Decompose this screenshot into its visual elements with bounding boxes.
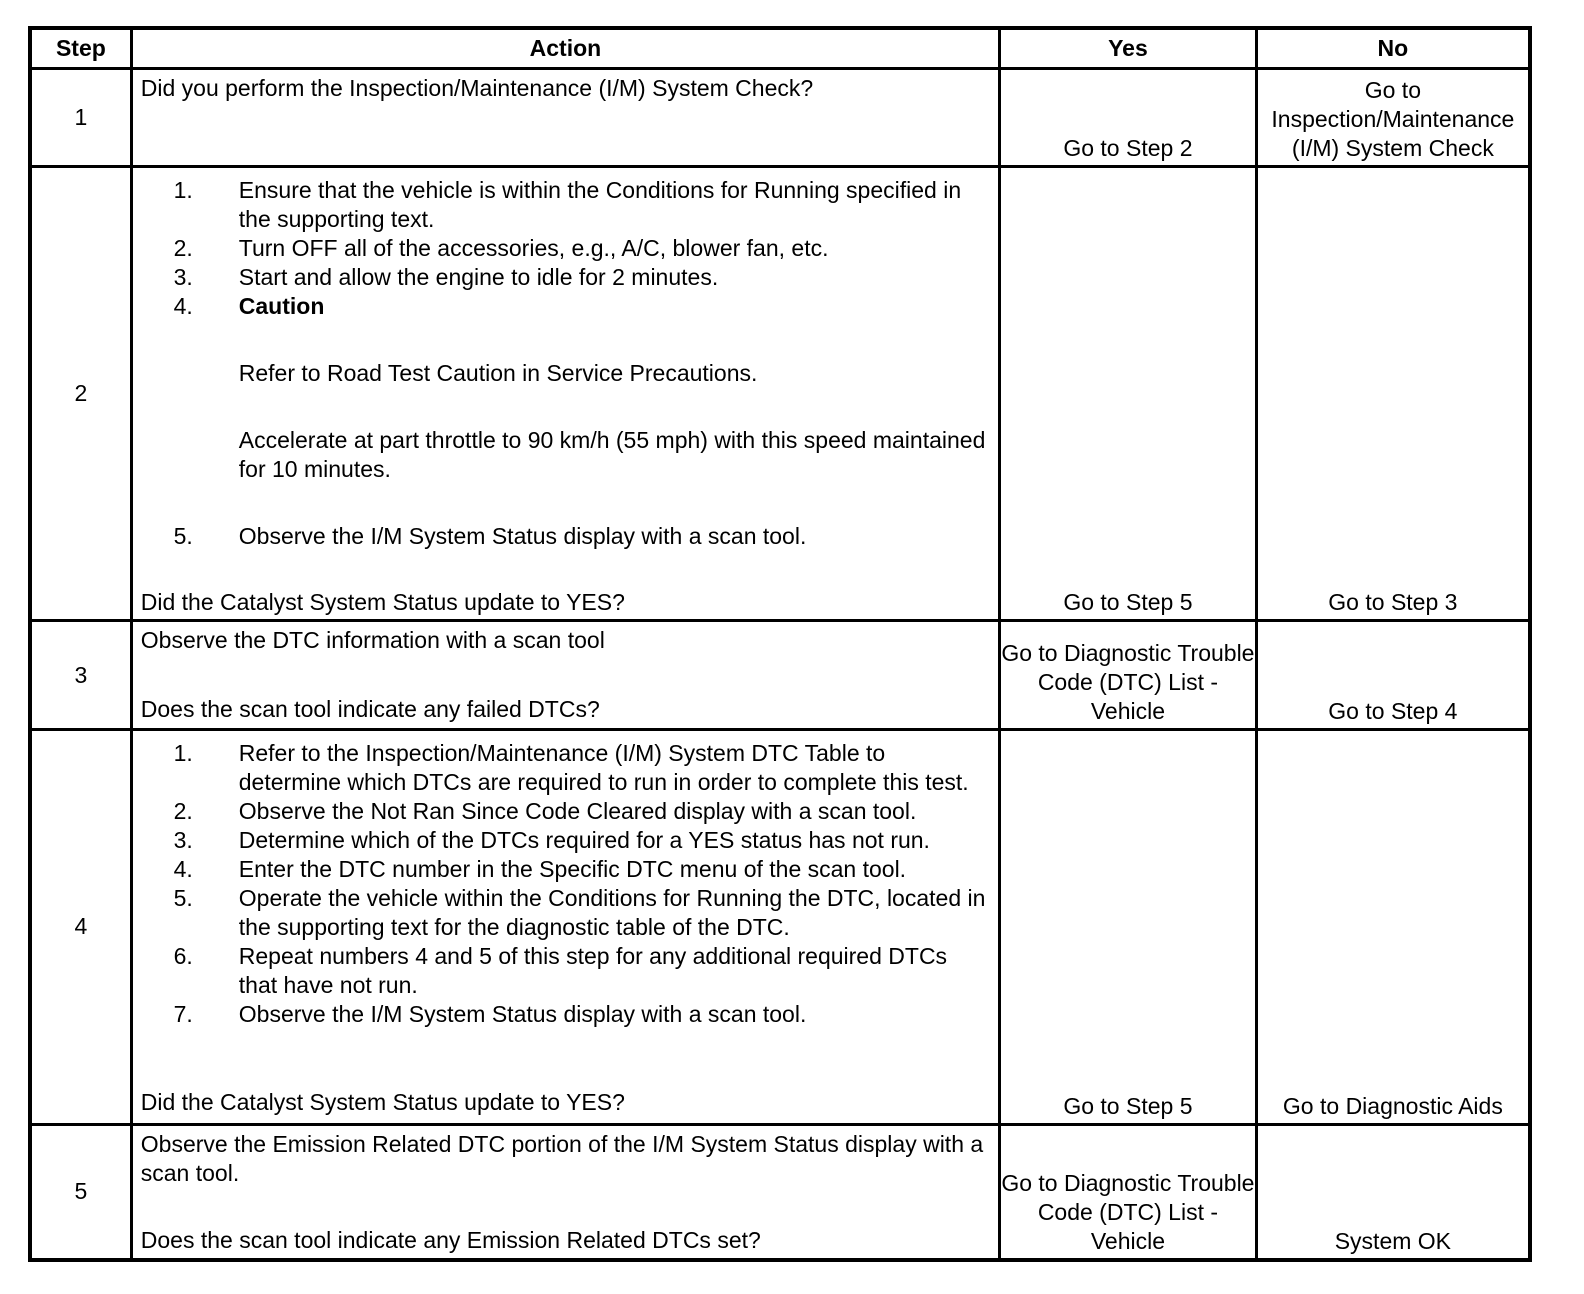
- list-item: 4. Enter the DTC number in the Specific DTC menu of the scan tool.: [173, 856, 907, 883]
- list-item: 7. Observe the I/M System Status display with a scan tool.: [173, 1001, 807, 1028]
- step-number: 3: [30, 621, 131, 730]
- list-item: 5. Operate the vehicle within the Conditions for Running the DTC, located in the supporting text for the diagnostic table of the DTC.: [173, 885, 986, 941]
- list-item: 5. Observe the I/M System Status display with a scan tool.: [173, 523, 807, 550]
- action-steps: [141, 739, 990, 1029]
- table-row: [30, 68, 1530, 167]
- yes-cell: Go to Step 5: [1000, 730, 1257, 1125]
- list-item: 3. Determine which of the DTCs required for a YES status has not run.: [173, 827, 930, 854]
- action-text: Observe the Emission Related DTC portion of the I/M System Status display with a scan tool.: [140, 1130, 984, 1186]
- action-cell: [131, 1124, 999, 1260]
- action-question: Does the scan tool indicate any failed DTCs?: [140, 696, 600, 723]
- table-row: [30, 621, 1530, 730]
- diagnostic-table: [28, 26, 1532, 1262]
- table-row: [30, 1124, 1530, 1260]
- caution-instruction: Accelerate at part throttle to 90 km/h (55 mph) with this speed maintained for 10 minutes.: [238, 427, 986, 483]
- list-item: 1. Ensure that the vehicle is within the Conditions for Running specified in the supporting text.: [173, 177, 962, 233]
- action-cell: [131, 167, 999, 621]
- list-item: 3. Start and allow the engine to idle for 2 minutes.: [173, 264, 719, 291]
- action-question: Did the Catalyst System Status update to YES?: [140, 589, 625, 616]
- table-row: [30, 730, 1530, 1125]
- action-cell: [131, 68, 999, 167]
- no-cell: Go to Step 3: [1256, 167, 1530, 621]
- no-cell: System OK: [1256, 1124, 1530, 1260]
- yes-cell: Go to Step 5: [1000, 167, 1257, 621]
- list-item: 2. Turn OFF all of the accessories, e.g., A/C, blower fan, etc.: [173, 235, 829, 262]
- step-number: 2: [30, 167, 131, 621]
- action-text: Observe the DTC information with a scan tool: [140, 627, 605, 654]
- list-item: 2. Observe the Not Ran Since Code Cleared display with a scan tool.: [173, 798, 917, 825]
- action-question: Did you perform the Inspection/Maintenance (I/M) System Check?: [140, 74, 814, 101]
- header-step: Step: [30, 28, 131, 68]
- no-cell: Go to Diagnostic Aids: [1256, 730, 1530, 1125]
- caution-note: Refer to Road Test Caution in Service Precautions.: [238, 360, 758, 387]
- yes-cell: Go to Diagnostic Trouble Code (DTC) List - Vehicle: [1000, 621, 1257, 730]
- no-cell: Go to Inspection/Maintenance (I/M) System Check: [1256, 68, 1530, 167]
- action-cell: [131, 621, 999, 730]
- list-item: 4. Caution: [141, 292, 990, 321]
- list-item: 1. Refer to the Inspection/Maintenance (I/M) System DTC Table to determine which DTCs are required to run in order to complete this test.: [173, 740, 969, 796]
- step-number: 1: [30, 68, 131, 167]
- yes-cell: Go to Step 2: [1000, 68, 1257, 167]
- header-no: No: [1256, 28, 1530, 68]
- action-cell: [131, 730, 999, 1125]
- no-cell: Go to Step 4: [1256, 621, 1530, 730]
- action-question: Did the Catalyst System Status update to YES?: [140, 1089, 625, 1116]
- action-steps: [141, 176, 990, 321]
- yes-cell: Go to Diagnostic Trouble Code (DTC) List - Vehicle: [1000, 1124, 1257, 1260]
- action-steps: [141, 522, 990, 551]
- list-item: 6. Repeat numbers 4 and 5 of this step for any additional required DTCs that have not run.: [173, 943, 948, 999]
- action-question: Does the scan tool indicate any Emission Related DTCs set?: [140, 1226, 761, 1253]
- header-action: Action: [131, 28, 999, 68]
- table-row: [30, 167, 1530, 621]
- header-row: [30, 28, 1530, 68]
- step-number: 4: [30, 730, 131, 1125]
- caution-label: Caution: [238, 293, 325, 320]
- step-number: 5: [30, 1124, 131, 1260]
- header-yes: Yes: [1000, 28, 1257, 68]
